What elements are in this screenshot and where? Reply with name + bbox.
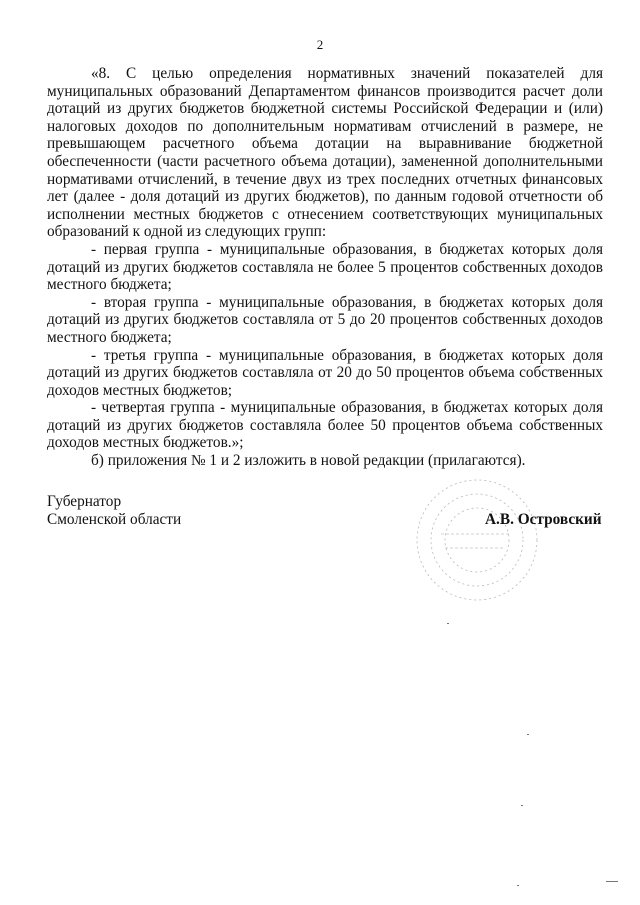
- signatory-title-line: Смоленской области: [47, 510, 182, 528]
- page-number: 2: [316, 37, 324, 52]
- paragraph: - третья группа - муниципальные образования, в бюджетах которых доля дотаций из других бюджетов составляла от 20 до 50 процентов объема собственных доходов местных бюджетов;: [47, 346, 603, 399]
- signatory-name: А.В. Островский: [485, 511, 602, 528]
- scan-speck: [447, 623, 449, 624]
- paragraph: - вторая группа - муниципальные образования, в бюджетах которых доля дотаций из других бюджетов составляла от 5 до 20 процентов собственных доходов местного бюджета;: [47, 293, 603, 346]
- paragraph: - четвертая группа - муниципальные образования, в бюджетах которых доля дотаций из других бюджетов составляла более 50 процентов объема собственных доходов местных бюджетов.»;: [47, 399, 603, 452]
- official-seal-stamp: [405, 470, 555, 610]
- paragraph: - первая группа - муниципальные образования, в бюджетах которых доля дотаций из других бюджетов составляла не более 5 процентов собственных доходов местного бюджета;: [47, 240, 603, 294]
- scan-speck: [517, 885, 519, 886]
- paragraph: б) приложения № 1 и 2 изложить в новой редакции (прилагаются).: [91, 452, 526, 470]
- signatory-title-line: Губернатор: [47, 493, 122, 510]
- paragraph: «8. С целью определения нормативных значений показателей для муниципальных образований Департаментом финансов производится расчет доли дотаций из других бюджетов бюджетной системы Российской Федерации и (или) налоговых доходов по дополнительным нормативам отчислений в размере, не превышающем расчетного объема дотации на выравнивание бюджетной обеспеченности (части расчетного объема дотации), замененной дополнительными нормативами отчислений, в течение двух из трех последних отчетных финансовых лет (далее - доля дотаций из других бюджетов), по данным годовой отчетности об исполнении местных бюджетов с отнесением соответствующих муниципальных образований к одной из следующих групп:: [47, 65, 603, 241]
- scan-speck: [606, 881, 618, 882]
- scan-speck: [521, 805, 523, 806]
- signatory-title: [47, 493, 181, 528]
- scan-speck: [527, 734, 529, 735]
- document-body: [47, 65, 603, 470]
